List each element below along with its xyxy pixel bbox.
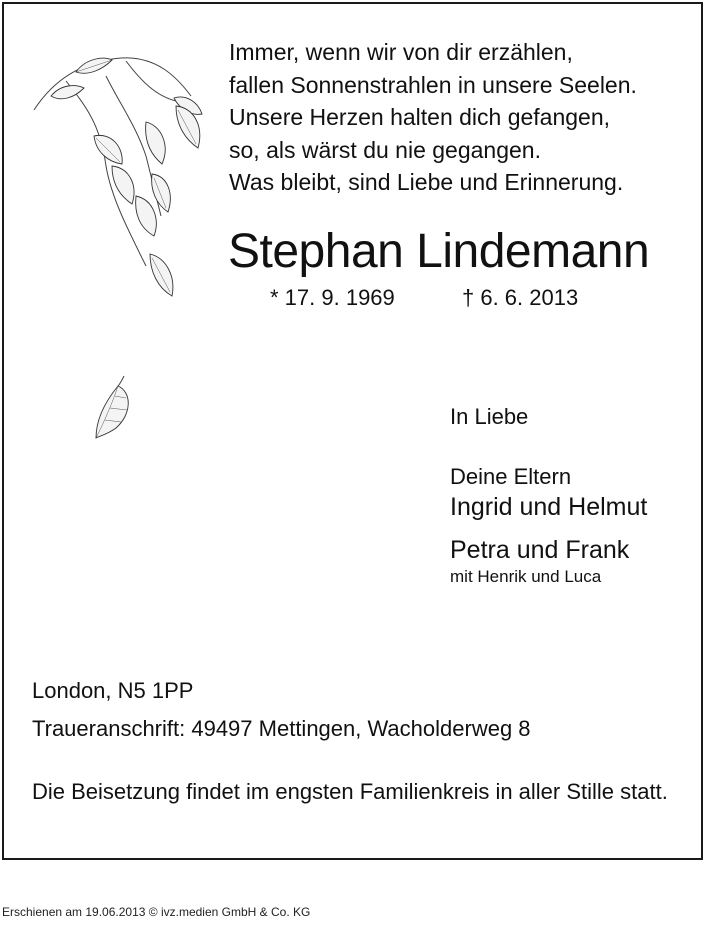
poem-line: fallen Sonnenstrahlen in unsere Seelen. — [229, 71, 637, 98]
poem-line: Was bleibt, sind Liebe und Erinnerung. — [229, 169, 624, 195]
falling-leaf-icon — [90, 372, 138, 442]
birch-branch-icon — [26, 36, 216, 306]
poem-line: Immer, wenn wir von dir erzählen, — [229, 39, 573, 65]
poem-line: Unsere Herzen halten dich gefangen, — [229, 104, 611, 130]
residence: London, N5 1PP — [32, 678, 194, 703]
death-date: † 6. 6. 2013 — [462, 285, 579, 310]
birth-date: * 17. 9. 1969 — [270, 285, 395, 310]
publication-footer: Erschienen am 19.06.2013 © ivz.medien GmbH & Co. KG — [2, 905, 311, 919]
greeting: In Liebe — [450, 404, 529, 429]
children-names: mit Henrik und Luca — [450, 567, 602, 586]
burial-notice: Die Beisetzung findet im engsten Familienkreis in aller Stille statt. — [32, 779, 668, 804]
deceased-name: Stephan Lindemann — [228, 225, 650, 278]
poem — [229, 36, 637, 199]
parents-label: Deine Eltern — [450, 464, 572, 489]
parents-names: Ingrid und Helmut — [450, 493, 648, 521]
mourning-address: Traueranschrift: 49497 Mettingen, Wacholderweg 8 — [32, 716, 531, 741]
poem-line: so, als wärst du nie gegangen. — [229, 136, 541, 163]
sibling-names: Petra und Frank — [450, 536, 630, 564]
